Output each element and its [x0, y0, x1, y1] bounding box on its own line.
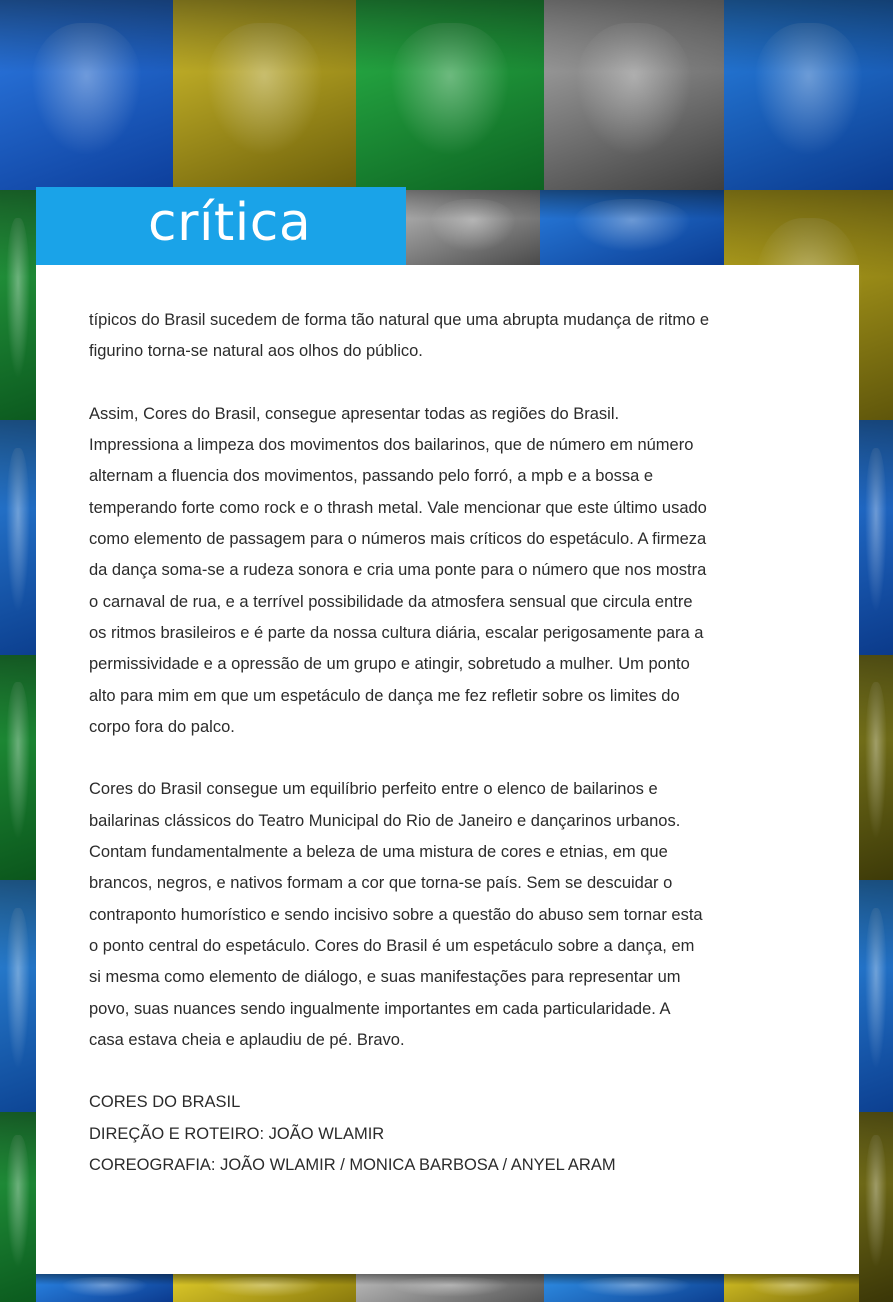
- section-title: crítica: [148, 193, 312, 253]
- article-panel: [36, 265, 859, 1274]
- article-paragraph: Cores do Brasil consegue um equilíbrio perfeito entre o elenco de bailarinos e bailarinas clássicos do Teatro Municipal do Rio de Janeiro e dançarinos urbanos. Contam fundamentalmente a beleza de uma mistura de cores e etnias, em que brancos, negros, e nativos formam a cor que torna-se país. Sem se descuidar o contraponto humorístico e sendo incisivo sobre a questão do abuso sem tornar esta o ponto central do espetáculo. Cores do Brasil é um espetáculo sobre a dança, em si mesma como elemento de diálogo, e suas manifestações para representar um povo, suas nuances sendo ingualmente importantes em cada particularidade. A casa estava cheia e aplaudiu de pé. Bravo.: [89, 780, 703, 1049]
- credits-block: [89, 1087, 709, 1181]
- photo-tile-bottom-4: [544, 1274, 724, 1302]
- photo-tile-bottom-5: [724, 1274, 859, 1302]
- photo-tile-blue-woman: [0, 0, 173, 190]
- photo-tile-gray-man: [544, 0, 724, 190]
- photo-tile-bottom-3: [356, 1274, 544, 1302]
- credit-title: CORES DO BRASIL: [89, 1093, 241, 1112]
- article-paragraph: típicos do Brasil sucedem de forma tão natural que uma abrupta mudança de ritmo e figurino torna-se natural aos olhos do público.: [89, 311, 710, 361]
- photo-tile-gray-woman: [406, 190, 540, 265]
- photo-tile-green-man: [356, 0, 544, 190]
- photo-tile-bottom-2: [173, 1274, 356, 1302]
- photo-tile-bottom-1: [36, 1274, 173, 1302]
- photo-tile-green-left-5: [0, 1112, 36, 1302]
- photo-tile-yellow-right-3: [859, 655, 893, 880]
- section-title-bar: [36, 187, 406, 265]
- credit-direction: DIREÇÃO E ROTEIRO: JOÃO WLAMIR: [89, 1124, 385, 1143]
- photo-tile-blue-left-4: [0, 880, 36, 1112]
- article-body: [89, 305, 709, 1181]
- photo-tile-green-left: [0, 190, 36, 420]
- photo-tile-yellow-woman: [173, 0, 356, 190]
- article-paragraph: Assim, Cores do Brasil, consegue apresentar todas as regiões do Brasil. Impressiona a limpeza dos movimentos dos bailarinos, que de número em número alternam a fluencia dos movimentos, passando pelo forró, a mpb e a bossa e temperando forte como rock e o thrash metal. Vale mencionar que este último usado como elemento de passagem para o números mais críticos do espetáculo. A firmeza da dança soma-se a rudeza sonora e cria uma ponte para o número que nos mostra o carnaval de rua, e a terrível possibilidade da atmosfera sensual que circula entre os ritmos brasileiros e é parte da nossa cultura diária, escalar perigosamente para a permissividade e a opressão de um grupo e atingir, sobretudo a mulher. Um ponto alto para mim em que um espetáculo de dança me fez refletir sobre os limites do corpo fora do palco.: [89, 404, 707, 736]
- photo-tile-blue-left-2: [0, 420, 36, 655]
- photo-tile-blue-right-4: [859, 880, 893, 1112]
- photo-tile-blue-man: [724, 0, 893, 190]
- photo-tile-blue-right-2: [859, 420, 893, 655]
- photo-tile-green-left-3: [0, 655, 36, 880]
- photo-tile-yellow-right-5: [859, 1112, 893, 1302]
- photo-tile-blue-curly: [540, 190, 724, 265]
- credit-choreography: COREOGRAFIA: JOÃO WLAMIR / MONICA BARBOSA / ANYEL ARAM: [89, 1156, 616, 1175]
